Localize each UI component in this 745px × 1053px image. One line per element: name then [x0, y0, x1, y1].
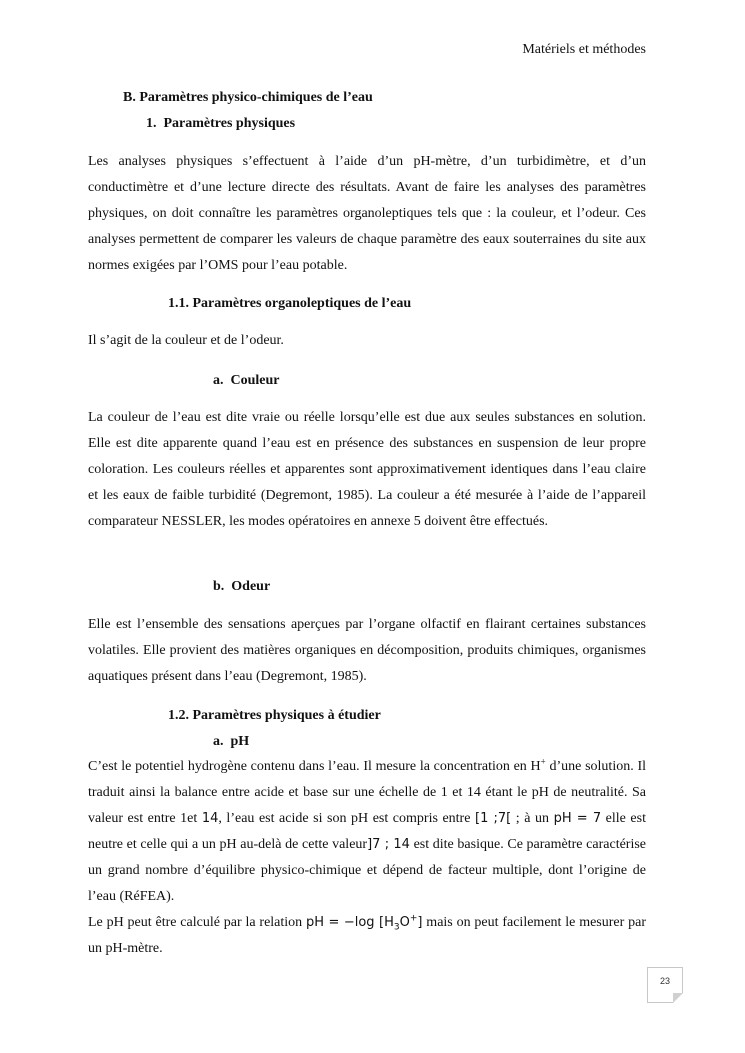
ph-math-neutral: pH = 7 [553, 811, 602, 826]
running-header: Matériels et méthodes [522, 42, 646, 57]
ph-formula-part-a: pH = −log [H [306, 915, 394, 930]
ph-math-basic-range: ]7 ; 14 [367, 837, 410, 852]
subsection-b-odeur: b. Odeur [213, 579, 271, 594]
ph-formula-sup: + [409, 913, 418, 924]
ph-math-acid-range: [1 ;7[ [475, 811, 512, 826]
couleur-paragraph: La couleur de l’eau est dite vraie ou réelle lorsqu’elle est due aux seules substances en solution. Elle est dite apparente quand l’eau est en présence des substances en suspension de leur propre coloration. Les couleurs réelles et apparentes sont approximativement identiques dans l’eau claire et les eaux de faible turbidité (Degremont, 1985). La couleur a été mesurée à l’aide de l’appareil comparateur NESSLER, les modes opératoires en annexe 5 doivent être effectués. [88, 410, 646, 529]
intro-paragraph: Les analyses physiques s’effectuent à l’aide d’un pH-mètre, d’un turbidimètre, et d’un conductimètre et d’une lecture directe des résultats. Avant de faire les analyses des paramètres physiques, on doit connaître les paramètres organoleptiques tels que : la couleur, et l’odeur. Ces analyses permettent de comparer les valeurs de chaque paramètre des eaux souterraines du site aux normes exigées par l’OMS pour l’eau potable. [88, 154, 646, 273]
section-1-1-title: 1.1. Paramètres organoleptiques de l’eau [168, 296, 412, 311]
ph-text-2: d’une solution. Il traduit ainsi la balance entre acide et base sur une échelle de 1 et 14 étant le pH de neutralité. Sa valeur est entre 1et [88, 759, 646, 826]
ph-formula-part-b: O [399, 915, 410, 930]
ph-text-3: , l’eau est acide si son pH est compris entre [218, 811, 475, 826]
section-1-2-title: 1.2. Paramètres physiques à étudier [168, 708, 381, 723]
subsection-a-ph: a. pH [213, 734, 250, 749]
ph-text-4: ; à un [511, 811, 554, 826]
ph-formula-sub: 3 [393, 922, 400, 933]
section-1-title: 1. Paramètres physiques [146, 116, 296, 131]
page-number-box [647, 967, 683, 1003]
page-curl-icon [673, 993, 683, 1003]
odeur-paragraph: Elle est l’ensemble des sensations aperçues par l’organe olfactif en flairant certaines substances volatiles. Elle provient des matières organiques en décomposition, produits chimiques, organismes aquatiques présent dans l’eau (Degremont, 1985). [88, 617, 646, 684]
ph-formula [306, 913, 423, 933]
ph-definition-paragraph [88, 754, 646, 910]
organoleptic-paragraph: Il s’agit de la couleur et de l’odeur. [88, 333, 284, 348]
ph-formula-part-c: ] [417, 915, 423, 930]
ph-text-5: elle est neutre et celle qui a un pH au-delà de cette valeur [88, 811, 646, 852]
ph-formula-paragraph [88, 910, 646, 962]
ph-formula-outro: mais on peut facilement le mesurer par un pH-mètre. [88, 915, 646, 956]
ph-text-1: C’est le potentiel hydrogène contenu dans l’eau. Il mesure la concentration en H [88, 759, 541, 774]
page-number: 23 [659, 976, 670, 986]
subsection-a-couleur: a. Couleur [213, 373, 280, 388]
ph-text-6: est dite basique. Ce paramètre caractérise un grand nombre d’équilibre physico-chimique et dépend de facteur multiple, dont l’origine de l’eau (RéFEA). [88, 837, 647, 904]
ph-formula-intro: Le pH peut être calculé par la relation [88, 915, 306, 930]
ph-math-14: 14 [201, 811, 219, 826]
section-b-title: B. Paramètres physico-chimiques de l’eau [123, 90, 373, 105]
ph-text-sup: + [540, 756, 546, 767]
